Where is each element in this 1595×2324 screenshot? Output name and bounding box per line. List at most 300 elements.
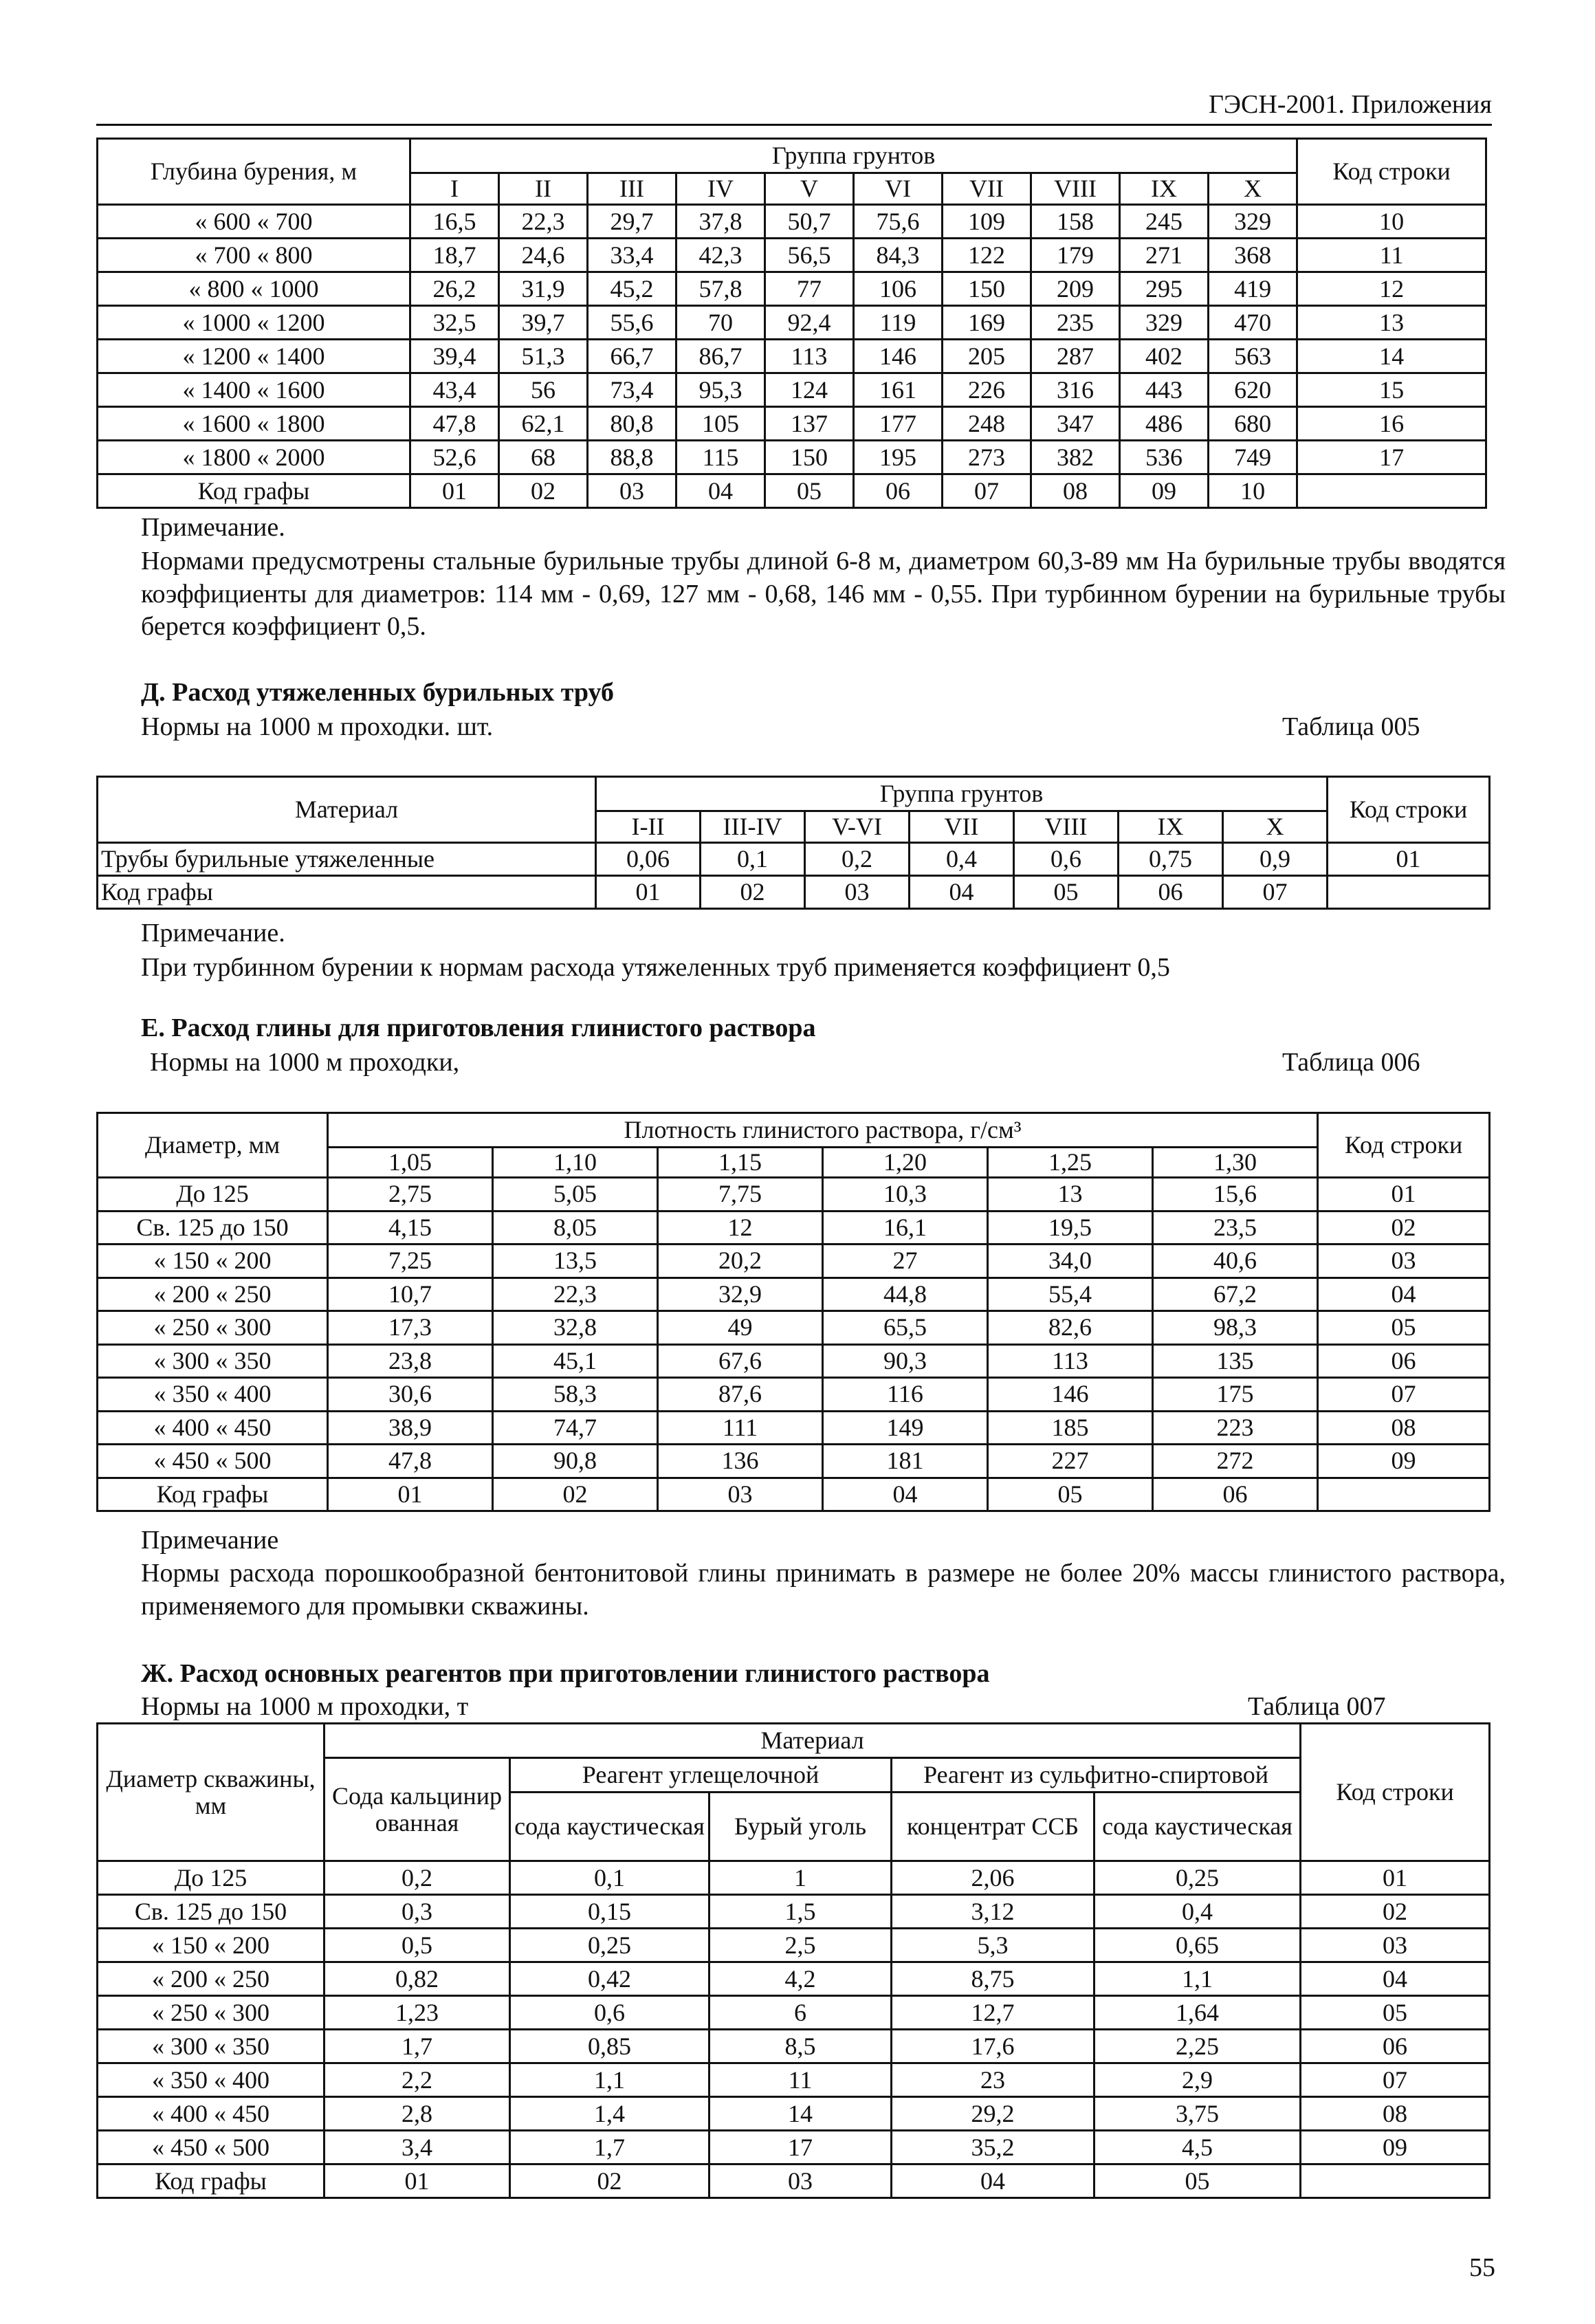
cell-value: 10,7: [328, 1278, 493, 1311]
row-label: Св. 125 до 150: [98, 1211, 328, 1245]
note2-title: Примечание.: [141, 919, 285, 947]
header-density: Плотность глинистого раствора, г/см³: [328, 1113, 1318, 1148]
code-row: [98, 876, 1490, 909]
row-label: « 800 « 1000: [98, 272, 410, 306]
column-code: 06: [854, 474, 943, 508]
cell-value: 20,2: [658, 1245, 823, 1278]
cell-value: 49: [658, 1311, 823, 1345]
cell-value: 84,3: [854, 239, 943, 272]
cell-value: 16,1: [823, 1211, 988, 1245]
header-group-0: I-II: [596, 811, 701, 843]
cell-value: 2,8: [324, 2097, 510, 2131]
code-row: [98, 1478, 1490, 1511]
cell-value: 177: [854, 407, 943, 441]
row-label: « 400 « 450: [98, 2097, 324, 2131]
cell-value: 470: [1209, 306, 1297, 340]
cell-value: 38,9: [328, 1411, 493, 1445]
header-group-7: VIII: [1031, 173, 1120, 205]
table-row: [98, 1929, 1490, 1962]
cell-value: 56,5: [765, 239, 854, 272]
cell-value: 90,8: [493, 1445, 658, 1478]
cell-value: 7,75: [658, 1178, 823, 1212]
row-code: 15: [1297, 373, 1486, 407]
row-label: До 125: [98, 1178, 328, 1212]
table-row: [98, 1211, 1490, 1245]
cell-value: 0,6: [510, 1996, 710, 2030]
row-label: « 1800 « 2000: [98, 441, 410, 474]
row-label: Трубы бурильные утяжеленные: [98, 843, 596, 876]
header-density-3: 1,20: [823, 1148, 988, 1178]
cell-value: 30,6: [328, 1378, 493, 1412]
cell-value: 90,3: [823, 1344, 988, 1378]
cell-value: 75,6: [854, 205, 943, 239]
table-row: [98, 1895, 1490, 1929]
cell-value: 44,8: [823, 1278, 988, 1311]
section-e-title: Е. Расход глины для приготовления глинистого раствора: [141, 1013, 816, 1042]
cell-value: 33,4: [588, 239, 676, 272]
code-label: Код графы: [98, 474, 410, 508]
cell-value: 0,6: [1014, 843, 1119, 876]
cell-value: 7,25: [328, 1245, 493, 1278]
row-code: 05: [1318, 1311, 1490, 1345]
header-code: Код строки: [1297, 139, 1486, 205]
cell-value: 47,8: [410, 407, 499, 441]
cell-value: 287: [1031, 340, 1120, 373]
cell-value: 19,5: [988, 1211, 1153, 1245]
header-material: Материал: [324, 1724, 1301, 1758]
row-label: « 1000 « 1200: [98, 306, 410, 340]
cell-value: 272: [1153, 1445, 1318, 1478]
cell-value: 169: [943, 306, 1031, 340]
cell-value: 1,1: [510, 2063, 710, 2097]
cell-value: 22,3: [493, 1278, 658, 1311]
row-code: 11: [1297, 239, 1486, 272]
cell-value: 135: [1153, 1344, 1318, 1378]
column-code: 09: [1120, 474, 1209, 508]
cell-value: 68: [499, 441, 588, 474]
cell-value: 40,6: [1153, 1245, 1318, 1278]
cell-value: 45,1: [493, 1344, 658, 1378]
header-density-5: 1,30: [1153, 1148, 1318, 1178]
header-group-1: III-IV: [701, 811, 805, 843]
row-code: 07: [1301, 2063, 1490, 2097]
cell-value: 92,4: [765, 306, 854, 340]
cell-value: 52,6: [410, 441, 499, 474]
row-label: « 200 « 250: [98, 1962, 324, 1996]
cell-value: 73,4: [588, 373, 676, 407]
table-row: [98, 2030, 1490, 2063]
cell-value: 0,5: [324, 1929, 510, 1962]
cell-value: 316: [1031, 373, 1120, 407]
cell-value: 86,7: [676, 340, 765, 373]
cell-value: 113: [765, 340, 854, 373]
cell-value: 0,9: [1223, 843, 1328, 876]
row-label: « 150 « 200: [98, 1245, 328, 1278]
table-row: [98, 1996, 1490, 2030]
row-label: « 250 « 300: [98, 1311, 328, 1345]
row-label: « 600 « 700: [98, 205, 410, 239]
cell-value: 0,1: [701, 843, 805, 876]
column-code: 02: [510, 2164, 710, 2198]
column-code: 03: [710, 2164, 892, 2198]
table-row: [98, 205, 1486, 239]
cell-value: 0,42: [510, 1962, 710, 1996]
row-code: 03: [1318, 1245, 1490, 1278]
row-code: 04: [1301, 1962, 1490, 1996]
row-code: 12: [1297, 272, 1486, 306]
column-code: 02: [701, 876, 805, 909]
cell-value: 67,2: [1153, 1278, 1318, 1311]
cell-value: 8,05: [493, 1211, 658, 1245]
row-code: 08: [1318, 1411, 1490, 1445]
cell-value: 12: [658, 1211, 823, 1245]
cell-value: 32,8: [493, 1311, 658, 1345]
section-e-table-no: Таблица 006: [1282, 1048, 1420, 1077]
cell-value: 0,82: [324, 1962, 510, 1996]
cell-value: 2,75: [328, 1178, 493, 1212]
row-code: 17: [1297, 441, 1486, 474]
cell-value: 17,3: [328, 1311, 493, 1345]
table-row: [98, 407, 1486, 441]
cell-value: 77: [765, 272, 854, 306]
cell-value: 4,2: [710, 1962, 892, 1996]
header-reagent-sulfite: Реагент из сульфитно-спиртовой: [892, 1758, 1301, 1793]
cell-value: 382: [1031, 441, 1120, 474]
cell-value: 45,2: [588, 272, 676, 306]
cell-value: 150: [943, 272, 1031, 306]
row-label: « 1600 « 1800: [98, 407, 410, 441]
row-code: 10: [1297, 205, 1486, 239]
cell-value: 80,8: [588, 407, 676, 441]
cell-value: 34,0: [988, 1245, 1153, 1278]
column-code: 02: [493, 1478, 658, 1511]
header-brown-coal: Бурый уголь: [710, 1793, 892, 1861]
row-label: « 400 « 450: [98, 1411, 328, 1445]
page-number: 55: [1469, 2253, 1495, 2282]
cell-value: 1,1: [1094, 1962, 1301, 1996]
cell-value: 70: [676, 306, 765, 340]
header-group-0: I: [410, 173, 499, 205]
cell-value: 185: [988, 1411, 1153, 1445]
table-row: [98, 373, 1486, 407]
row-code: 07: [1318, 1378, 1490, 1412]
cell-value: 27: [823, 1245, 988, 1278]
cell-value: 23: [892, 2063, 1094, 2097]
header-density-0: 1,05: [328, 1148, 493, 1178]
section-zh-title: Ж. Расход основных реагентов при приготовлении глинистого раствора: [141, 1659, 990, 1688]
table-row: [98, 1962, 1490, 1996]
table-row: [98, 1378, 1490, 1412]
header-group-5: VI: [854, 173, 943, 205]
cell-value: 368: [1209, 239, 1297, 272]
note1-text-body: Нормами предусмотрены стальные бурильные трубы длиной 6-8 м, диаметром 60,3-89 мм На бурильные трубы вводятся коэффициенты для диаметров: 114 мм - 0,69, 127 мм - 0,68, 146 мм - 0,55. При турбинном бурении на бурильные трубы берется коэффициент 0,5.: [141, 547, 1506, 641]
note1-title: Примечание.: [141, 513, 285, 542]
note1-text: [141, 545, 1506, 644]
row-label: « 250 « 300: [98, 1996, 324, 2030]
cell-value: 29,7: [588, 205, 676, 239]
section-e-subtitle: Нормы на 1000 м проходки,: [150, 1048, 460, 1077]
cell-value: 419: [1209, 272, 1297, 306]
cell-value: 15,6: [1153, 1178, 1318, 1212]
cell-value: 0,25: [510, 1929, 710, 1962]
cell-value: 113: [988, 1344, 1153, 1378]
column-code: 05: [765, 474, 854, 508]
column-code: 04: [892, 2164, 1094, 2198]
cell-value: 42,3: [676, 239, 765, 272]
column-code: 01: [596, 876, 701, 909]
cell-value: 87,6: [658, 1378, 823, 1412]
section-d-table-no: Таблица 005: [1282, 712, 1420, 741]
table-heavy-pipes: [96, 776, 1490, 910]
cell-value: 31,9: [499, 272, 588, 306]
cell-value: 248: [943, 407, 1031, 441]
cell-value: 23,5: [1153, 1211, 1318, 1245]
cell-value: 0,1: [510, 1861, 710, 1895]
column-code: 01: [328, 1478, 493, 1511]
cell-value: 1,4: [510, 2097, 710, 2131]
cell-value: 39,7: [499, 306, 588, 340]
cell-value: 122: [943, 239, 1031, 272]
row-code: 03: [1301, 1929, 1490, 1962]
cell-value: 749: [1209, 441, 1297, 474]
cell-value: 50,7: [765, 205, 854, 239]
column-code: 01: [324, 2164, 510, 2198]
header-group-3: IV: [676, 173, 765, 205]
table-row: [98, 1278, 1490, 1311]
empty-cell: [1328, 876, 1490, 909]
cell-value: 66,7: [588, 340, 676, 373]
note2-text: При турбинном бурении к нормам расхода утяжеленных труб применяется коэффициент 0,5: [141, 953, 1170, 982]
note3-title: Примечание: [141, 1526, 279, 1555]
header-group-9: X: [1209, 173, 1297, 205]
row-label: До 125: [98, 1861, 324, 1895]
row-code: 13: [1297, 306, 1486, 340]
table-row: [98, 1245, 1490, 1278]
cell-value: 271: [1120, 239, 1209, 272]
table-row: [98, 2097, 1490, 2131]
cell-value: 2,25: [1094, 2030, 1301, 2063]
code-label: Код графы: [98, 876, 596, 909]
cell-value: 47,8: [328, 1445, 493, 1478]
row-code: 01: [1301, 1861, 1490, 1895]
code-row: [98, 474, 1486, 508]
cell-value: 1,7: [324, 2030, 510, 2063]
cell-value: 17,6: [892, 2030, 1094, 2063]
column-code: 06: [1153, 1478, 1318, 1511]
section-d-subtitle: Нормы на 1000 м проходки. шт.: [141, 712, 494, 741]
table-row: [98, 2063, 1490, 2097]
cell-value: 223: [1153, 1411, 1318, 1445]
header-density-2: 1,15: [658, 1148, 823, 1178]
cell-value: 0,06: [596, 843, 701, 876]
table-row: [98, 2131, 1490, 2164]
cell-value: 74,7: [493, 1411, 658, 1445]
code-row: [98, 2164, 1490, 2198]
row-code: 09: [1301, 2131, 1490, 2164]
header-code: Код строки: [1301, 1724, 1490, 1861]
section-zh-table-no: Таблица 007: [1248, 1692, 1386, 1721]
note3-text: [141, 1557, 1506, 1623]
header-group: Группа грунтов: [596, 777, 1328, 811]
table-row: [98, 843, 1490, 876]
row-code: 05: [1301, 1996, 1490, 2030]
cell-value: 2,2: [324, 2063, 510, 2097]
note3-text-body: Нормы расхода порошкообразной бентонитовой глины принимать в размере не более 20% массы глинистого раствора, применяемого для промывки скважины.: [141, 1559, 1506, 1621]
column-code: 04: [676, 474, 765, 508]
header-soda: Сода кальцинированная: [324, 1758, 510, 1861]
column-code: 05: [1014, 876, 1119, 909]
cell-value: 0,65: [1094, 1929, 1301, 1962]
column-code: 04: [823, 1478, 988, 1511]
table-row: [98, 239, 1486, 272]
cell-value: 347: [1031, 407, 1120, 441]
table-clay: [96, 1112, 1490, 1512]
cell-value: 5,05: [493, 1178, 658, 1212]
cell-value: 55,6: [588, 306, 676, 340]
cell-value: 136: [658, 1445, 823, 1478]
cell-value: 273: [943, 441, 1031, 474]
cell-value: 82,6: [988, 1311, 1153, 1345]
empty-cell: [1318, 1478, 1490, 1511]
cell-value: 209: [1031, 272, 1120, 306]
cell-value: 0,15: [510, 1895, 710, 1929]
header-diameter: Диаметр скважины, мм: [98, 1724, 324, 1861]
row-label: « 450 « 500: [98, 1445, 328, 1478]
row-code: 09: [1318, 1445, 1490, 1478]
cell-value: 0,25: [1094, 1861, 1301, 1895]
cell-value: 1,5: [710, 1895, 892, 1929]
header-group-4: V: [765, 173, 854, 205]
cell-value: 227: [988, 1445, 1153, 1478]
cell-value: 95,3: [676, 373, 765, 407]
cell-value: 51,3: [499, 340, 588, 373]
header-soda-caustic: сода каустическая: [510, 1793, 710, 1861]
row-label: « 300 « 350: [98, 1344, 328, 1378]
cell-value: 235: [1031, 306, 1120, 340]
cell-value: 111: [658, 1411, 823, 1445]
cell-value: 620: [1209, 373, 1297, 407]
cell-value: 65,5: [823, 1311, 988, 1345]
cell-value: 37,8: [676, 205, 765, 239]
cell-value: 1: [710, 1861, 892, 1895]
row-code: 02: [1301, 1895, 1490, 1929]
column-code: 01: [410, 474, 499, 508]
table-row: [98, 1178, 1490, 1212]
cell-value: 67,6: [658, 1344, 823, 1378]
cell-value: 13: [988, 1178, 1153, 1212]
cell-value: 116: [823, 1378, 988, 1412]
cell-value: 115: [676, 441, 765, 474]
cell-value: 175: [1153, 1378, 1318, 1412]
cell-value: 4,15: [328, 1211, 493, 1245]
header-group-3: VII: [910, 811, 1014, 843]
cell-value: 1,7: [510, 2131, 710, 2164]
row-label: « 150 « 200: [98, 1929, 324, 1962]
code-label: Код графы: [98, 2164, 324, 2198]
cell-value: 18,7: [410, 239, 499, 272]
cell-value: 0,4: [1094, 1895, 1301, 1929]
cell-value: 181: [823, 1445, 988, 1478]
cell-value: 2,9: [1094, 2063, 1301, 2097]
cell-value: 146: [988, 1378, 1153, 1412]
cell-value: 226: [943, 373, 1031, 407]
column-code: 04: [910, 876, 1014, 909]
row-code: 08: [1301, 2097, 1490, 2131]
column-code: 06: [1119, 876, 1223, 909]
cell-value: 536: [1120, 441, 1209, 474]
header-density-1: 1,10: [493, 1148, 658, 1178]
cell-value: 329: [1120, 306, 1209, 340]
cell-value: 39,4: [410, 340, 499, 373]
cell-value: 443: [1120, 373, 1209, 407]
cell-value: 16,5: [410, 205, 499, 239]
cell-value: 14: [710, 2097, 892, 2131]
row-code: 06: [1301, 2030, 1490, 2063]
column-code: 03: [588, 474, 676, 508]
header-material: Материал: [98, 777, 596, 843]
cell-value: 10,3: [823, 1178, 988, 1212]
cell-value: 8,75: [892, 1962, 1094, 1996]
table-row: [98, 441, 1486, 474]
cell-value: 195: [854, 441, 943, 474]
header-group-5: IX: [1119, 811, 1223, 843]
cell-value: 124: [765, 373, 854, 407]
column-code: 02: [499, 474, 588, 508]
empty-cell: [1297, 474, 1486, 508]
cell-value: 23,8: [328, 1344, 493, 1378]
header-group-2: III: [588, 173, 676, 205]
cell-value: 26,2: [410, 272, 499, 306]
header-group: Группа грунтов: [410, 139, 1297, 173]
cell-value: 62,1: [499, 407, 588, 441]
cell-value: 57,8: [676, 272, 765, 306]
cell-value: 8,5: [710, 2030, 892, 2063]
cell-value: 119: [854, 306, 943, 340]
cell-value: 0,85: [510, 2030, 710, 2063]
cell-value: 0,2: [805, 843, 910, 876]
cell-value: 3,75: [1094, 2097, 1301, 2131]
cell-value: 150: [765, 441, 854, 474]
header-group-8: IX: [1120, 173, 1209, 205]
row-code: 14: [1297, 340, 1486, 373]
cell-value: 5,3: [892, 1929, 1094, 1962]
cell-value: 58,3: [493, 1378, 658, 1412]
cell-value: 0,4: [910, 843, 1014, 876]
cell-value: 32,5: [410, 306, 499, 340]
section-d-title: Д. Расход утяжеленных бурильных труб: [141, 678, 615, 707]
column-code: 05: [988, 1478, 1153, 1511]
cell-value: 55,4: [988, 1278, 1153, 1311]
header-code: Код строки: [1328, 777, 1490, 843]
cell-value: 149: [823, 1411, 988, 1445]
cell-value: 680: [1209, 407, 1297, 441]
cell-value: 17: [710, 2131, 892, 2164]
cell-value: 158: [1031, 205, 1120, 239]
cell-value: 486: [1120, 407, 1209, 441]
header-depth: Глубина бурения, м: [98, 139, 410, 205]
row-label: « 350 « 400: [98, 1378, 328, 1412]
cell-value: 3,4: [324, 2131, 510, 2164]
cell-value: 1,23: [324, 1996, 510, 2030]
table-row: [98, 1861, 1490, 1895]
code-label: Код графы: [98, 1478, 328, 1511]
cell-value: 29,2: [892, 2097, 1094, 2131]
column-code: 03: [805, 876, 910, 909]
row-label: « 1400 « 1600: [98, 373, 410, 407]
table-drill-pipes: [96, 138, 1487, 509]
cell-value: 161: [854, 373, 943, 407]
column-code: 07: [1223, 876, 1328, 909]
